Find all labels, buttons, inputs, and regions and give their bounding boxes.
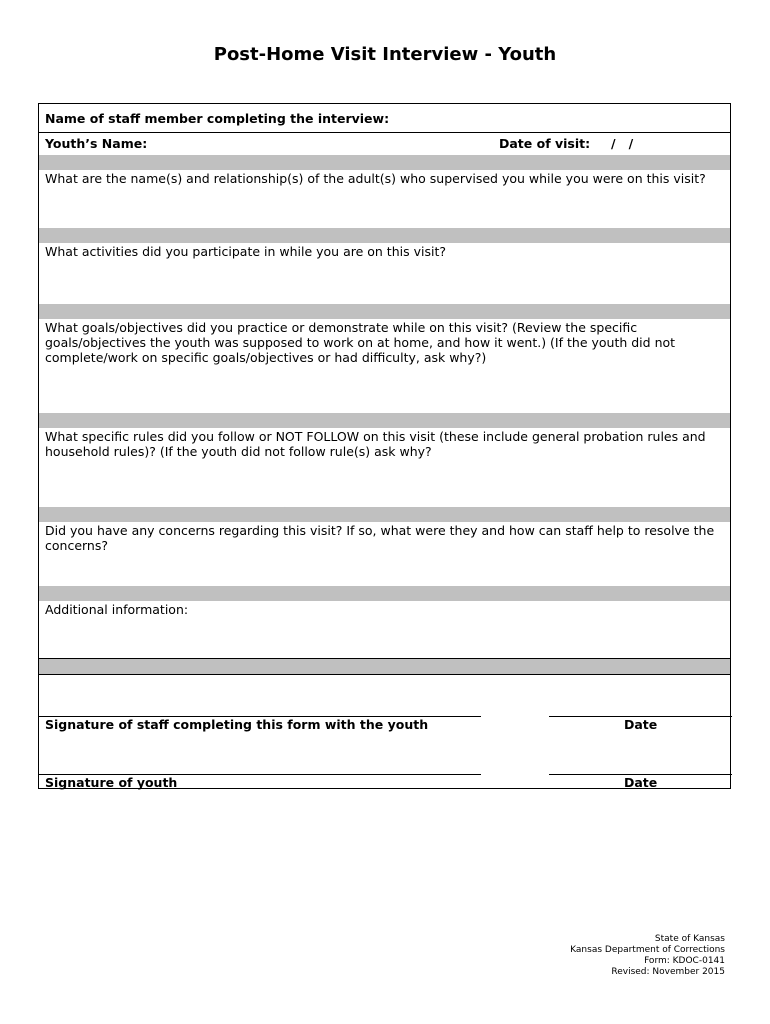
question-concerns: Did you have any concerns regarding this visit? If so, what were they and how can staff help to resolve the concerns? bbox=[45, 523, 715, 553]
question-rules: What specific rules did you follow or NOT FOLLOW on this visit (these include general probation rules and household rules)? (If the youth did not follow rule(s) ask why? bbox=[45, 429, 706, 459]
date-of-visit-label: Date of visit: bbox=[499, 136, 591, 151]
additional-information-label: Additional information: bbox=[45, 602, 189, 617]
footer-department: Kansas Department of Corrections bbox=[570, 945, 725, 955]
question-supervising-adults: What are the name(s) and relationship(s) of the adult(s) who supervised you while you were on this visit? bbox=[45, 171, 706, 186]
section-band bbox=[39, 413, 730, 428]
section-band bbox=[39, 228, 730, 243]
section-band bbox=[39, 304, 730, 319]
youth-name-label: Youth’s Name: bbox=[45, 136, 148, 151]
page-title: Post-Home Visit Interview - Youth bbox=[213, 44, 557, 65]
form-footer bbox=[570, 934, 725, 978]
row-divider bbox=[39, 132, 730, 133]
youth-signature-label: Signature of youth bbox=[45, 775, 178, 790]
youth-date-label: Date bbox=[624, 775, 658, 790]
interview-form bbox=[38, 103, 731, 789]
section-band bbox=[39, 155, 730, 170]
date-of-visit-field[interactable]: / / bbox=[611, 136, 634, 151]
footer-state: State of Kansas bbox=[654, 934, 725, 944]
staff-date-label: Date bbox=[624, 717, 658, 732]
section-band bbox=[39, 507, 730, 522]
footer-form-number: Form: KDOC-0141 bbox=[644, 956, 725, 966]
question-activities: What activities did you participate in while you are on this visit? bbox=[45, 244, 446, 259]
footer-revised: Revised: November 2015 bbox=[611, 967, 725, 977]
section-band bbox=[39, 586, 730, 601]
section-band bbox=[39, 659, 730, 674]
staff-signature-label: Signature of staff completing this form with the youth bbox=[45, 717, 429, 732]
row-divider bbox=[39, 674, 730, 675]
staff-name-label: Name of staff member completing the interview: bbox=[45, 111, 390, 126]
question-goals-objectives: What goals/objectives did you practice or demonstrate while on this visit? (Review the specific goals/objectives the youth was supposed to work on at home, and how it went.) (If the youth did not complete/work on specific goals/objectives or had difficulty, ask why?) bbox=[45, 320, 676, 365]
